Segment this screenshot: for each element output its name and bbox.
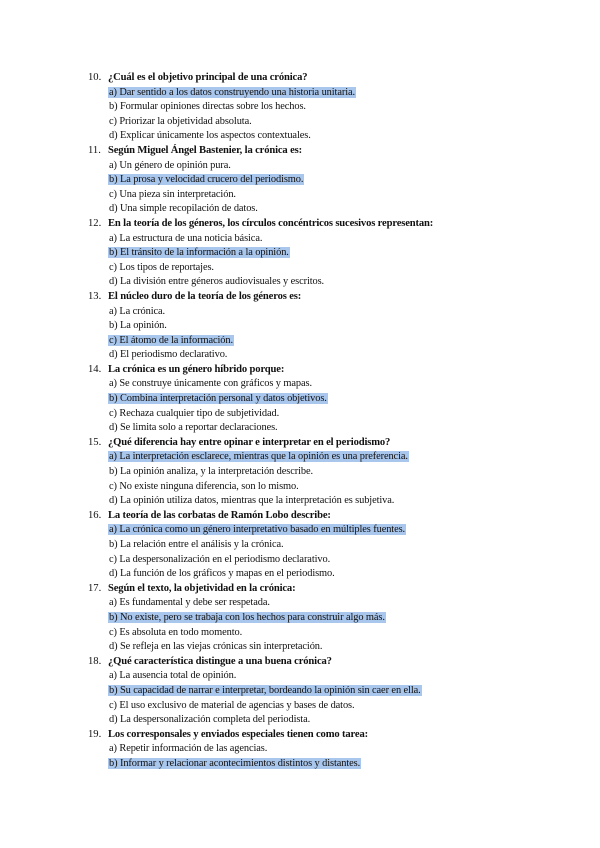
answer-option <box>88 159 558 174</box>
answer-option <box>88 669 558 684</box>
answer-option <box>88 480 558 495</box>
answer-option-text: d) La opinión utiliza datos, mientras que la interpretación es subjetiva. <box>109 495 395 507</box>
question-text: La teoría de las corbatas de Ramón Lobo describe: <box>108 509 331 521</box>
question-header <box>88 144 558 159</box>
answer-option <box>88 494 558 509</box>
answer-option <box>88 129 558 144</box>
answer-option-text: b) Formular opiniones directas sobre los hechos. <box>109 101 306 113</box>
answer-option-selected <box>88 450 558 465</box>
question-number: 18. <box>88 655 102 667</box>
question-item <box>88 436 558 509</box>
question-text: Según Miguel Ángel Bastenier, la crónica es: <box>108 144 302 156</box>
answer-option-text: a) Se construye únicamente con gráficos y mapas. <box>109 378 312 390</box>
answer-option-text: d) Se limita solo a reportar declaraciones. <box>109 422 278 434</box>
answer-option-selected <box>88 611 558 626</box>
answer-option <box>88 100 558 115</box>
question-header <box>88 582 558 597</box>
question-item <box>88 363 558 436</box>
answer-option-text: b) Combina interpretación personal y datos objetivos. <box>109 393 327 405</box>
question-text: En la teoría de los géneros, los círculos concéntricos sucesivos representan: <box>108 217 434 229</box>
answer-option <box>88 319 558 334</box>
answer-option <box>88 538 558 553</box>
question-number: 13. <box>88 290 102 302</box>
answer-option-text: a) La interpretación esclarece, mientras que la opinión es una preferencia. <box>109 451 408 463</box>
answer-option-text: b) La opinión analiza, y la interpretación describe. <box>109 466 313 478</box>
answer-option-text: b) La relación entre el análisis y la crónica. <box>109 539 284 550</box>
question-text: ¿Qué diferencia hay entre opinar e interpretar en el periodismo? <box>108 436 391 448</box>
answer-option <box>88 640 558 655</box>
question-item <box>88 728 558 772</box>
answer-option <box>88 377 558 392</box>
answer-option-selected <box>88 246 558 261</box>
answer-option <box>88 553 558 568</box>
question-text: El núcleo duro de la teoría de los géneros es: <box>108 290 302 302</box>
answer-option-text: b) Su capacidad de narrar e interpretar, bordeando la opinión sin caer en ella. <box>109 684 421 696</box>
answer-option-selected <box>88 334 558 349</box>
quiz-document <box>88 71 558 772</box>
answer-option <box>88 713 558 728</box>
answer-option <box>88 626 558 641</box>
question-header <box>88 655 558 670</box>
answer-option-text: b) Informar y relacionar acontecimientos distintos y distantes. <box>109 757 361 769</box>
question-number: 14. <box>88 363 102 375</box>
answer-option <box>88 232 558 247</box>
answer-option-text: c) Priorizar la objetividad absoluta. <box>109 115 252 127</box>
question-text: ¿Qué característica distingue a una buena crónica? <box>108 655 332 667</box>
answer-option-text: c) El uso exclusivo de material de agencias y bases de datos. <box>109 699 355 711</box>
answer-option <box>88 407 558 422</box>
question-text: ¿Cuál es el objetivo principal de una crónica? <box>108 72 308 83</box>
answer-option-text: a) Repetir información de las agencias. <box>109 743 268 755</box>
answer-option <box>88 188 558 203</box>
answer-option <box>88 202 558 217</box>
question-number: 16. <box>88 509 102 521</box>
answer-option-text: d) El periodismo declarativo. <box>109 349 228 361</box>
question-header <box>88 436 558 451</box>
answer-option-selected <box>88 757 558 772</box>
question-header <box>88 728 558 743</box>
question-item <box>88 655 558 728</box>
question-header <box>88 217 558 232</box>
question-item <box>88 144 558 217</box>
question-text: Los corresponsales y enviados especiales tienen como tarea: <box>108 728 368 740</box>
question-item <box>88 290 558 363</box>
answer-option-text: a) La crónica. <box>109 305 165 317</box>
question-number: 19. <box>88 728 102 740</box>
question-text: La crónica es un género híbrido porque: <box>108 363 285 375</box>
answer-option-text: b) No existe, pero se trabaja con los hechos para construir algo más. <box>109 611 385 623</box>
answer-option-text: d) La despersonalización completa del periodista. <box>109 714 311 726</box>
answer-option-text: a) Es fundamental y debe ser respetada. <box>109 597 270 609</box>
question-number: 12. <box>88 217 102 229</box>
question-number: 17. <box>88 582 102 594</box>
answer-option-text: b) El tránsito de la información a la opinión. <box>109 247 289 259</box>
answer-option-text: c) Es absoluta en todo momento. <box>109 626 243 638</box>
question-number: 15. <box>88 436 102 448</box>
answer-option <box>88 596 558 611</box>
answer-option <box>88 567 558 582</box>
answer-option-text: c) Rechaza cualquier tipo de subjetividad. <box>109 407 280 419</box>
question-header <box>88 71 558 86</box>
question-item <box>88 509 558 582</box>
answer-option-text: c) Los tipos de reportajes. <box>109 261 214 273</box>
answer-option-selected <box>88 392 558 407</box>
answer-option-selected <box>88 173 558 188</box>
question-item <box>88 582 558 655</box>
answer-option <box>88 275 558 290</box>
answer-option-text: c) La despersonalización en el periodismo declarativo. <box>109 553 331 565</box>
answer-option <box>88 115 558 130</box>
question-text: Según el texto, la objetividad en la crónica: <box>108 582 296 594</box>
answer-option-text: a) La crónica como un género interpretativo basado en múltiples fuentes. <box>109 524 406 536</box>
question-header <box>88 290 558 305</box>
question-number: 11. <box>88 144 101 156</box>
answer-option <box>88 699 558 714</box>
answer-option-text: a) La estructura de una noticia básica. <box>109 232 263 244</box>
question-item <box>88 71 558 144</box>
answer-option-text: a) Dar sentido a los datos construyendo una historia unitaria. <box>109 86 355 98</box>
answer-option-text: d) Se refleja en las viejas crónicas sin interpretación. <box>109 641 323 653</box>
answer-option-text: c) No existe ninguna diferencia, son lo mismo. <box>109 480 299 492</box>
answer-option <box>88 305 558 320</box>
answer-option-text: d) La división entre géneros audiovisuales y escritos. <box>109 276 325 288</box>
answer-option-text: c) Una pieza sin interpretación. <box>109 188 236 200</box>
answer-option-text: c) El átomo de la información. <box>109 334 233 346</box>
answer-option-text: d) Una simple recopilación de datos. <box>109 203 258 215</box>
answer-option <box>88 742 558 757</box>
question-number: 10. <box>88 72 102 83</box>
question-item <box>88 217 558 290</box>
answer-option-selected <box>88 684 558 699</box>
answer-option <box>88 421 558 436</box>
answer-option-text: b) La prosa y velocidad crucero del periodismo. <box>109 174 304 186</box>
answer-option-text: a) Un género de opinión pura. <box>109 159 231 171</box>
answer-option-text: d) Explicar únicamente los aspectos contextuales. <box>109 130 311 142</box>
answer-option-selected <box>88 86 558 101</box>
answer-option <box>88 348 558 363</box>
question-header <box>88 509 558 524</box>
answer-option-text: b) La opinión. <box>109 320 167 332</box>
answer-option-selected <box>88 523 558 538</box>
answer-option-text: d) La función de los gráficos y mapas en el periodismo. <box>109 568 335 580</box>
question-header <box>88 363 558 378</box>
answer-option <box>88 465 558 480</box>
answer-option-text: a) La ausencia total de opinión. <box>109 670 237 682</box>
answer-option <box>88 261 558 276</box>
